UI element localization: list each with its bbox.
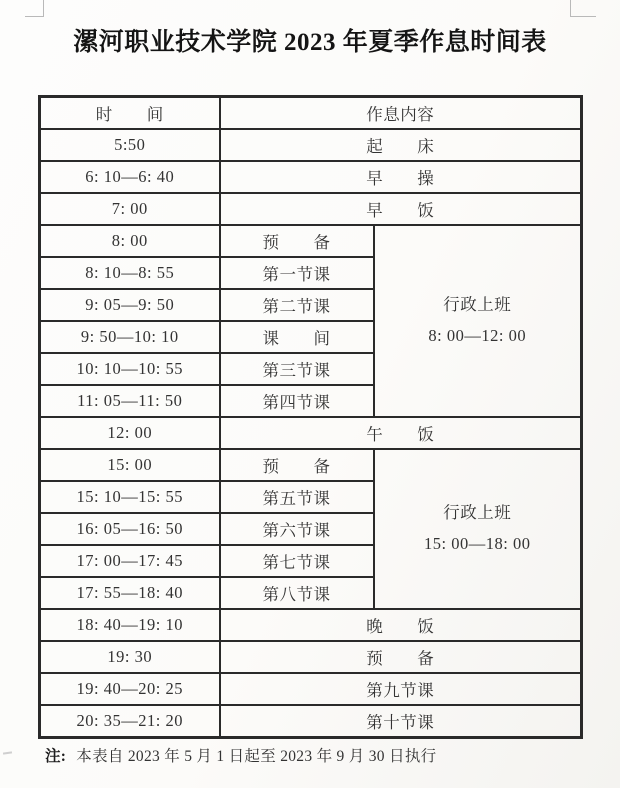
activity-cell: 第三节课 — [220, 353, 374, 385]
table-row — [40, 225, 582, 257]
header-time-cell: 时 间 — [40, 97, 220, 130]
table-header-row — [40, 97, 582, 130]
footnote — [45, 744, 436, 766]
time-cell: 11: 05—11: 50 — [40, 385, 220, 417]
time-cell: 7: 00 — [40, 193, 220, 225]
time-cell: 17: 00—17: 45 — [40, 545, 220, 577]
time-cell: 20: 35—21: 20 — [40, 705, 220, 738]
time-cell: 6: 10—6: 40 — [40, 161, 220, 193]
activity-cell: 早 饭 — [220, 193, 582, 225]
table-row — [40, 641, 582, 673]
time-cell: 8: 10—8: 55 — [40, 257, 220, 289]
activity-cell: 预 备 — [220, 449, 374, 481]
admin-cell-morning — [374, 225, 582, 417]
time-cell: 12: 00 — [40, 417, 220, 449]
time-cell: 18: 40—19: 10 — [40, 609, 220, 641]
time-cell: 16: 05—16: 50 — [40, 513, 220, 545]
activity-cell: 第五节课 — [220, 481, 374, 513]
activity-cell: 预 备 — [220, 225, 374, 257]
activity-cell: 起 床 — [220, 129, 582, 161]
activity-cell: 午 饭 — [220, 417, 582, 449]
admin-afternoon-label: 行政上班 — [443, 503, 512, 523]
activity-cell: 预 备 — [220, 641, 582, 673]
page-title: 漯河职业技术学院 2023 年夏季作息时间表 — [73, 29, 547, 56]
crop-mark-top-right — [570, 0, 596, 17]
time-cell: 15: 00 — [40, 449, 220, 481]
time-cell: 9: 50—10: 10 — [40, 321, 220, 353]
table-row — [40, 193, 582, 225]
time-cell: 19: 30 — [40, 641, 220, 673]
time-cell: 5:50 — [40, 129, 220, 161]
activity-cell: 第六节课 — [220, 513, 374, 545]
admin-afternoon-time: 15: 00—18: 00 — [424, 534, 531, 553]
activity-cell: 第九节课 — [220, 673, 582, 705]
activity-cell: 第一节课 — [220, 257, 374, 289]
crop-mark-bottom-left — [3, 751, 12, 754]
activity-cell: 第八节课 — [220, 577, 374, 609]
table-row — [40, 449, 582, 481]
activity-cell: 第二节课 — [220, 289, 374, 321]
schedule-table — [38, 95, 583, 739]
admin-morning-label: 行政上班 — [443, 295, 512, 315]
time-cell: 10: 10—10: 55 — [40, 353, 220, 385]
time-cell: 17: 55—18: 40 — [40, 577, 220, 609]
footnote-label: 注: — [45, 748, 67, 765]
time-cell: 8: 00 — [40, 225, 220, 257]
table-row — [40, 129, 582, 161]
header-content-cell: 作息内容 — [220, 97, 582, 130]
activity-cell: 第十节课 — [220, 705, 582, 738]
time-cell: 9: 05—9: 50 — [40, 289, 220, 321]
activity-cell: 课 间 — [220, 321, 374, 353]
activity-cell: 晚 饭 — [220, 609, 582, 641]
admin-morning-time: 8: 00—12: 00 — [428, 326, 527, 345]
table-row — [40, 705, 582, 738]
table-row — [40, 673, 582, 705]
activity-cell: 第四节课 — [220, 385, 374, 417]
activity-cell: 第七节课 — [220, 545, 374, 577]
table-row — [40, 609, 582, 641]
time-cell: 19: 40—20: 25 — [40, 673, 220, 705]
crop-mark-top-left — [25, 0, 44, 17]
admin-cell-afternoon — [374, 449, 582, 609]
table-row — [40, 161, 582, 193]
time-cell: 15: 10—15: 55 — [40, 481, 220, 513]
table-row — [40, 417, 582, 449]
footnote-text: 本表自 2023 年 5 月 1 日起至 2023 年 9 月 30 日执行 — [76, 748, 437, 765]
activity-cell: 早 操 — [220, 161, 582, 193]
